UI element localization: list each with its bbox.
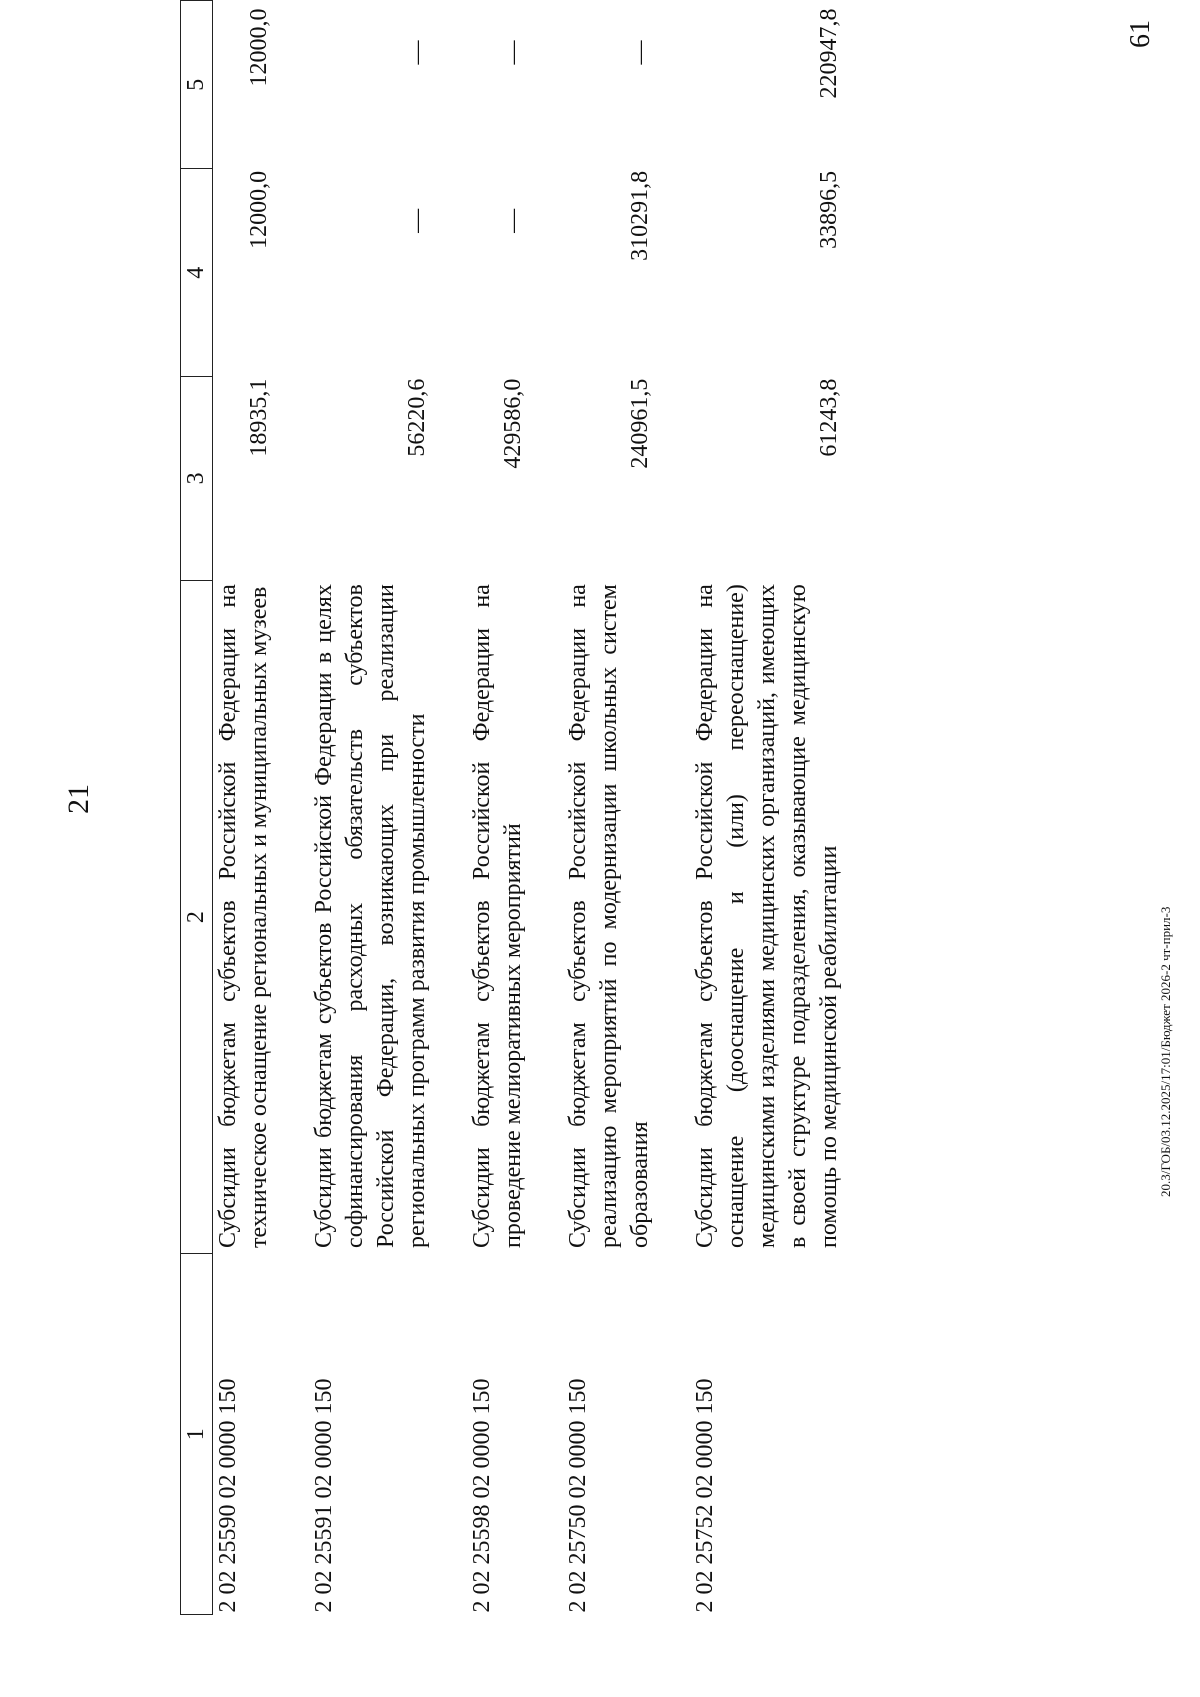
- value-col3: 18935,1: [246, 378, 272, 457]
- budget-code: 2 02 25591 02 0000 150: [311, 1378, 337, 1613]
- budget-code: 2 02 25750 02 0000 150: [565, 1378, 591, 1613]
- sheet-number: 61: [1125, 20, 1156, 48]
- value-col4: 310291,8: [627, 170, 653, 261]
- document-reference: 20.3/ГОБ/03.12.2025/17:01/Бюджет 2026-2 чт-прил-3: [1158, 906, 1173, 1197]
- row-description: Субсидии бюджетам субъектов Российской Федерации на оснащение (дооснащение и (или) переоснащение) медицинскими изделиями медицинских организаций, имеющих в своей структуре подразделения, оказывающие медицинскую помощь по медицинской реабилитации: [692, 584, 842, 1248]
- value-col3: 56220,6: [404, 378, 430, 457]
- budget-table: [180, 0, 845, 1615]
- table-row: [563, 1, 690, 1615]
- row-description: Субсидии бюджетам субъектов Российской Федерации в целях софинансирования расходных обязательств субъектов Российской Федерации, возникающих при реализации региональных программ развития промышленности: [311, 584, 430, 1248]
- value-col5: —: [500, 40, 526, 65]
- table-row: [690, 1, 845, 1615]
- row-description: Субсидии бюджетам субъектов Российской Федерации на техническое оснащение региональных и муниципальных музеев: [215, 584, 272, 1248]
- value-col3: 61243,8: [816, 378, 842, 457]
- row-description: Субсидии бюджетам субъектов Российской Федерации на проведение мелиоративных мероприятий: [469, 584, 526, 1248]
- table-row: [467, 1, 563, 1615]
- value-col4: —: [404, 208, 430, 233]
- value-col4: 12000,0: [246, 170, 272, 249]
- column-header: 3: [181, 377, 213, 581]
- value-col4: —: [500, 208, 526, 233]
- table-row: [309, 1, 467, 1615]
- value-col3: 429586,0: [500, 378, 526, 469]
- value-col5: 220947,8: [816, 8, 842, 99]
- column-header: 4: [181, 169, 213, 377]
- column-header: 2: [181, 580, 213, 1254]
- value-col5: —: [627, 40, 653, 65]
- column-header: 5: [181, 1, 213, 169]
- table-row: [213, 1, 310, 1615]
- page-number: 21: [62, 784, 95, 814]
- value-col4: 33896,5: [816, 170, 842, 249]
- value-col5: —: [404, 40, 430, 65]
- column-header: 1: [181, 1254, 213, 1615]
- budget-code: 2 02 25598 02 0000 150: [469, 1378, 495, 1613]
- row-description: Субсидии бюджетам субъектов Российской Федерации на реализацию мероприятий по модернизации школьных систем образования: [565, 584, 653, 1248]
- value-col5: 12000,0: [246, 8, 272, 87]
- value-col3: 240961,5: [627, 378, 653, 469]
- budget-code: 2 02 25590 02 0000 150: [215, 1378, 241, 1613]
- table-header-row: [181, 1, 213, 1615]
- budget-code: 2 02 25752 02 0000 150: [692, 1378, 718, 1613]
